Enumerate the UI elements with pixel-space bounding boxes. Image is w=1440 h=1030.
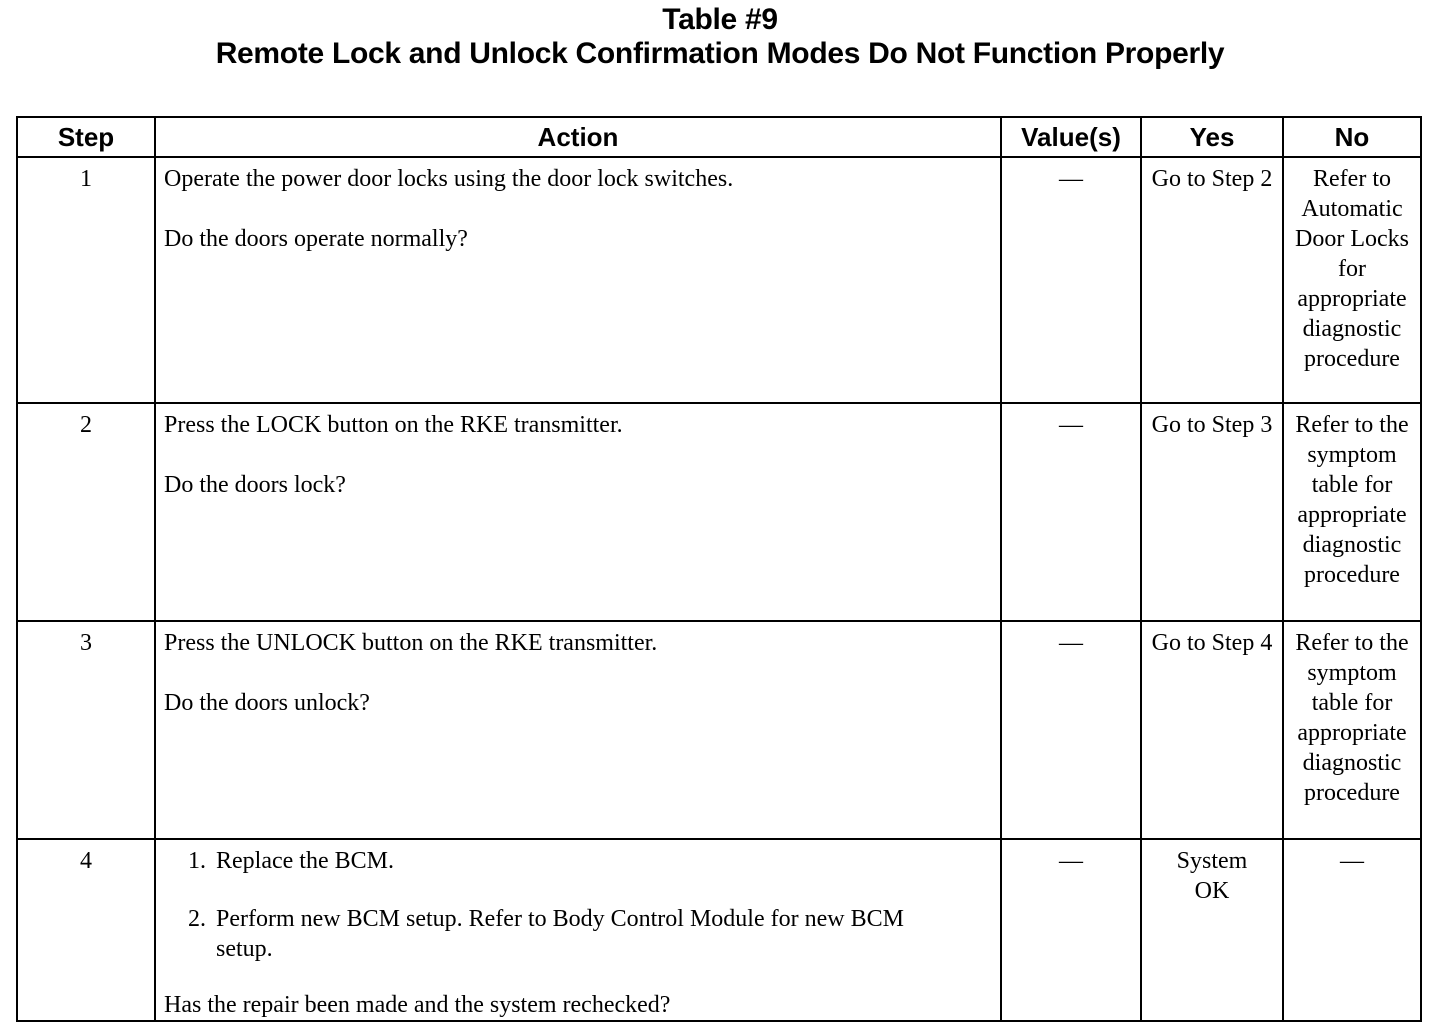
substep-text: Perform new BCM setup. Refer to Body Control Module for new BCM setup. — [216, 906, 904, 962]
action-cell — [155, 839, 1001, 1021]
step-number: 2 — [17, 403, 155, 621]
action-question: Do the doors lock? — [164, 472, 346, 498]
substep-number: 2. — [188, 906, 206, 932]
no-text: Refer to the symptom table for appropriate diagnostic procedure — [1295, 630, 1409, 806]
table-row — [17, 839, 1421, 1021]
diagnostic-table — [16, 116, 1422, 1022]
action-text: Press the LOCK button on the RKE transmitter. — [164, 412, 623, 438]
yes-text: System OK — [1176, 848, 1248, 904]
table-subtitle: Remote Lock and Unlock Confirmation Modes Do Not Function Properly — [215, 37, 1225, 70]
value-cell: — — [1001, 157, 1141, 403]
table-row — [17, 621, 1421, 839]
action-cell — [155, 621, 1001, 839]
action-cell — [155, 403, 1001, 621]
header-yes: Yes — [1141, 117, 1283, 157]
table-row — [17, 157, 1421, 403]
step-number: 4 — [17, 839, 155, 1021]
action-question: Do the doors operate normally? — [164, 226, 468, 252]
yes-text: Go to Step 4 — [1151, 630, 1273, 656]
value-cell: — — [1001, 403, 1141, 621]
action-text: Operate the power door locks using the door lock switches. — [164, 166, 734, 192]
yes-cell — [1141, 157, 1283, 403]
value-cell: — — [1001, 839, 1141, 1021]
no-text: Refer to Automatic Door Locks for appropriate diagnostic procedure — [1295, 166, 1409, 372]
step-number: 1 — [17, 157, 155, 403]
no-cell: — — [1283, 839, 1421, 1021]
action-question: Has the repair been made and the system rechecked? — [164, 992, 671, 1018]
substep-list — [164, 846, 992, 964]
yes-text: Go to Step 2 — [1151, 166, 1273, 192]
substep-number: 1. — [188, 848, 206, 874]
substep-text: Replace the BCM. — [216, 848, 394, 874]
substep-item — [188, 904, 916, 964]
header-action: Action — [155, 117, 1001, 157]
no-cell — [1283, 403, 1421, 621]
yes-cell — [1141, 403, 1283, 621]
yes-cell — [1141, 839, 1283, 1021]
action-text: Press the UNLOCK button on the RKE transmitter. — [164, 630, 658, 656]
header-no: No — [1283, 117, 1421, 157]
header-step: Step — [17, 117, 155, 157]
yes-text: Go to Step 3 — [1151, 412, 1273, 438]
no-cell — [1283, 621, 1421, 839]
substep-item — [188, 846, 916, 876]
header-values: Value(s) — [1001, 117, 1141, 157]
no-text: Refer to the symptom table for appropriate diagnostic procedure — [1295, 412, 1409, 588]
no-cell — [1283, 157, 1421, 403]
table-row — [17, 403, 1421, 621]
action-cell — [155, 157, 1001, 403]
header-row — [17, 117, 1421, 157]
value-cell: — — [1001, 621, 1141, 839]
step-number: 3 — [17, 621, 155, 839]
table-title: Table #9 — [662, 3, 778, 36]
yes-cell — [1141, 621, 1283, 839]
action-question: Do the doors unlock? — [164, 690, 370, 716]
